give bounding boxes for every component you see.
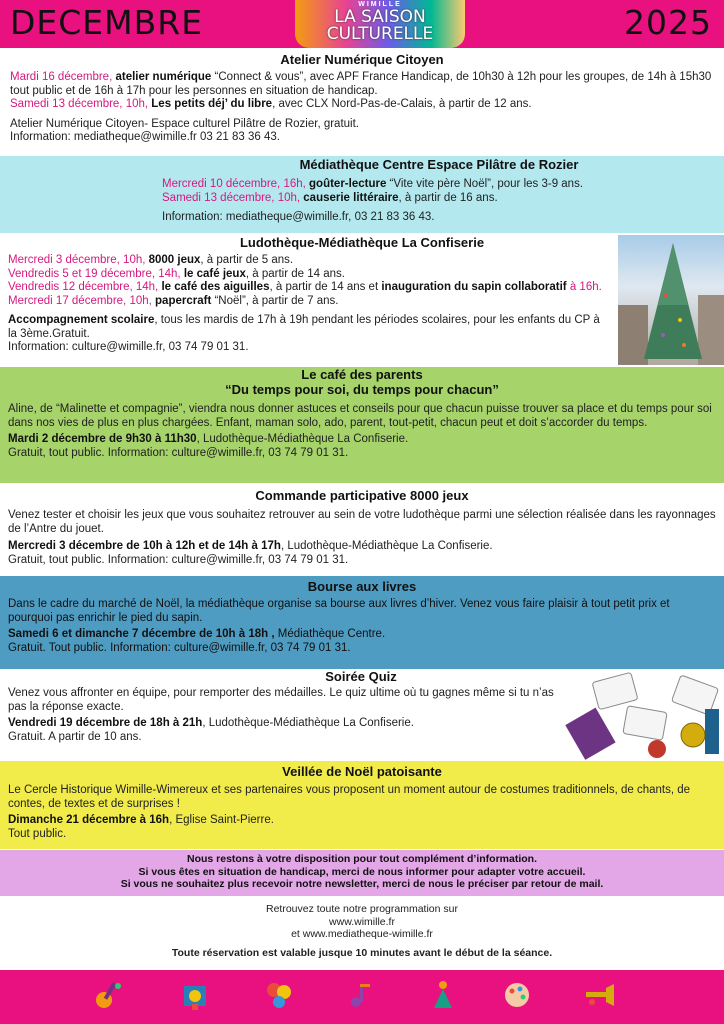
section-description: Venez vous affronter en équipe, pour remporter des médailles. Le quiz ultime où tu gagnes même si tu n’as pas la réponse exacte. — [8, 687, 554, 713]
event-date: Vendredis 5 et 19 décembre, 14h, — [8, 267, 184, 280]
event-detail: , à partir de 16 ans. — [398, 191, 498, 204]
event-detail: “Vite vite père Noël”, pour les 3-9 ans. — [386, 178, 584, 190]
event-date: Mardi 16 décembre, — [10, 71, 116, 83]
year-title: 2025 — [624, 3, 712, 42]
event-venue: , Eglise Saint-Pierre. — [169, 814, 274, 826]
event-detail: , à partir de 5 ans. — [200, 254, 294, 266]
section-bourse-aux-livres — [0, 576, 724, 669]
section-title: Soirée Quiz — [325, 669, 397, 684]
event-date: Dimanche 21 décembre à 16h — [8, 814, 170, 826]
event-causerie — [162, 192, 716, 206]
notice-line-3: Si vous ne souhaitez plus recevoir notre newsletter, merci de nous le préciser par retour de mail. — [120, 878, 604, 890]
event-gouter-lecture — [162, 178, 716, 192]
event-name-sapin: inauguration du sapin collaboratif — [381, 281, 567, 293]
event-atelier-numerique — [10, 71, 714, 98]
section-contact: Gratuit. A partir de 10 ans. — [8, 730, 142, 743]
event-detail: , avec CLX Nord-Pas-de-Calais, à partir de 12 ans. — [272, 98, 532, 110]
section-contact: Information: mediatheque@wimille.fr, 03 21 83 36 43. — [162, 211, 435, 223]
event-name: le café jeux — [183, 267, 246, 280]
section-cafe-des-parents — [0, 367, 724, 483]
section-title: Veillée de Noël patoisante — [282, 764, 442, 779]
prog-intro: Retrouvez toute notre programmation sur — [265, 903, 458, 915]
event-date: Vendredi 19 décembre de 18h à 21h — [8, 717, 203, 729]
event-name: Accompagnement scolaire — [8, 314, 155, 326]
section-subtitle: “Du temps pour soi, du temps pour chacun” — [225, 382, 499, 397]
event-date: Mardi 2 décembre de 9h30 à 11h30 — [8, 433, 197, 445]
section-venue: Atelier Numérique Citoyen- Espace culturel Pilâtre de Rozier, gratuit. — [10, 117, 359, 130]
event-8000-jeux — [8, 254, 606, 268]
section-contact: Tout public. — [8, 827, 67, 840]
event-time: à 16h. — [566, 281, 602, 293]
dancer-icon — [426, 978, 460, 1012]
section-contact: Gratuit, tout public. Information: culture@wimille.fr, 03 74 79 01 31. — [8, 553, 349, 566]
section-contact: Gratuit, tout public. Information: culture@wimille.fr, 03 74 79 01 31. — [8, 446, 349, 459]
section-mediatheque-centre — [0, 156, 724, 233]
event-date: Mercredi 17 décembre, 10h, — [8, 294, 156, 307]
event-date-line — [8, 717, 564, 731]
event-date-line — [8, 814, 716, 828]
balloons-icon — [262, 978, 296, 1012]
event-date: Mercredi 10 décembre, 16h, — [162, 178, 310, 190]
section-title: Atelier Numérique Citoyen — [280, 52, 444, 67]
event-venue: , Ludothèque-Médiathèque La Confiserie. — [196, 433, 409, 445]
event-name: 8000 jeux — [148, 254, 201, 266]
section-title: Commande participative 8000 jeux — [255, 488, 469, 503]
event-petits-dej — [10, 98, 714, 112]
logo-line1: LA SAISON — [334, 7, 426, 27]
header-banner — [0, 0, 724, 48]
palette-icon — [500, 978, 534, 1012]
event-name: atelier numérique — [115, 71, 212, 83]
knitted-christmas-tree-image — [618, 235, 724, 365]
section-title: Médiathèque Centre Espace Pilâtre de Rozier — [299, 157, 579, 172]
section-description: Le Cercle Historique Wimille-Wimereux et ses partenaires vous proposent un moment autour de costumes traditionnels, de chants, de contes, de textes et de surprises ! — [8, 784, 691, 810]
saison-culturelle-logo — [295, 0, 465, 48]
section-atelier-numerique — [0, 50, 724, 154]
event-name: causerie littéraire — [303, 191, 399, 204]
event-venue: , Ludothèque-Médiathèque La Confiserie. — [280, 540, 493, 552]
notice-line-2: Si vous êtes en situation de handicap, merci de nous informer pour adapter votre accueil. — [138, 865, 586, 878]
section-contact: Information: culture@wimille.fr, 03 74 79 01 31. — [8, 341, 249, 353]
section-programmation — [0, 900, 724, 970]
guitar-icon — [92, 978, 126, 1012]
event-venue: Médiathèque Centre. — [274, 628, 386, 640]
section-notice — [0, 850, 724, 896]
event-date: Samedi 6 et dimanche 7 décembre de 10h à 18h , — [8, 628, 275, 640]
event-cafe-aiguilles — [8, 281, 606, 295]
event-date: Samedi 13 décembre, 10h, — [10, 98, 152, 110]
event-venue: , Ludothèque-Médiathèque La Confiserie. — [202, 717, 414, 729]
theatre-icon — [178, 978, 212, 1012]
section-title: Bourse aux livres — [307, 579, 417, 594]
section-ludotheque — [0, 235, 724, 365]
prog-link-mediatheque[interactable]: et www.mediatheque-wimille.fr — [291, 928, 433, 940]
logo-wimille-text: WIMILLE — [358, 1, 402, 8]
event-accompagnement-scolaire — [8, 314, 606, 341]
event-name: goûter-lecture — [309, 178, 387, 190]
event-name: le café des aiguilles — [161, 281, 270, 293]
event-papercraft — [8, 295, 606, 309]
music-note-icon — [344, 978, 378, 1012]
section-veillee-noel — [0, 761, 724, 849]
event-detail: , tous les mardis de 17h à 19h pendant les périodes scolaires, pour les enfants du CP à la 3ème.Gratuit. — [8, 314, 600, 340]
section-title: Ludothèque-Médiathèque La Confiserie — [239, 235, 485, 250]
quiz-cards-medals-image — [565, 669, 724, 760]
event-date-line — [8, 540, 716, 554]
trumpet-icon — [582, 978, 616, 1012]
section-title: Le café des parents — [301, 367, 423, 382]
footer-banner — [0, 970, 724, 1024]
section-contact: Information: mediatheque@wimille.fr 03 21 83 36 43. — [10, 131, 280, 143]
event-date-line — [8, 433, 716, 447]
event-date-line — [8, 628, 716, 642]
event-detail: “Connect & vous”, avec APF France Handicap, de 10h30 à 12h pour les groupes, de 14h à 15h30 tout public et de 16h à 17h pour les personnes en situation de handicap. — [10, 71, 712, 97]
prog-link-wimille[interactable]: www.wimille.fr — [329, 915, 395, 928]
event-detail: “Noël”, à partir de 7 ans. — [211, 294, 339, 307]
month-title: DECEMBRE — [10, 3, 204, 42]
event-date: Samedi 13 décembre, 10h, — [162, 191, 304, 204]
section-description: Aline, de “Malinette et compagnie”, viendra nous donner astuces et conseils pour que chacun puisse trouver sa place et du temps pour soi dans nos vies de plus en plus chargées. Enfant, maman solo, ado, parent, tout-petit, chacun peut et doit s’accorder du temps. — [8, 403, 712, 429]
section-description: Venez tester et choisir les jeux que vous souhaitez retrouver au sein de votre ludothèque parmi une sélection réalisée dans les rayonnages de l’Antre du jouet. — [8, 509, 716, 535]
event-detail: , à partir de 14 ans et — [269, 281, 382, 293]
notice-line-1: Nous restons à votre disposition pour tout complément d’information. — [186, 853, 538, 865]
event-date: Mercredi 3 décembre de 10h à 12h et de 14h à 17h — [8, 540, 281, 552]
event-cafe-jeux — [8, 268, 606, 282]
event-name: Les petits déj’ du libre — [151, 98, 273, 110]
event-name: papercraft — [155, 294, 212, 307]
reservation-notice: Toute réservation est valable jusque 10 minutes avant le début de la séance. — [171, 946, 553, 959]
event-date: Mercredi 3 décembre, 10h, — [8, 254, 149, 266]
event-date: Vendredis 12 décembre, 14h, — [8, 281, 162, 293]
logo-line2: CULTURELLE — [326, 24, 434, 44]
event-detail: , à partir de 14 ans. — [245, 267, 345, 280]
section-description: Dans le cadre du marché de Noël, la médiathèque organise sa bourse aux livres d’hiver. Venez vous faire plaisir à tout petit prix et pourquoi pas enrichir le pied du sapin. — [8, 598, 670, 624]
section-contact: Gratuit. Tout public. Information: culture@wimille.fr, 03 74 79 01 31. — [8, 641, 351, 654]
